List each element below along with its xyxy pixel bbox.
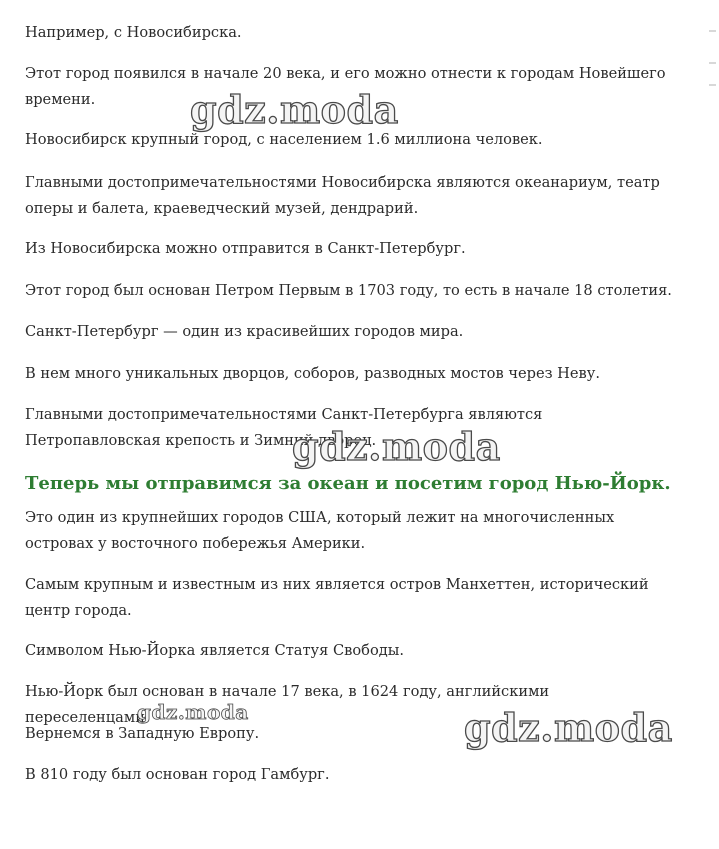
paragraph: Этот город появился в начале 20 века, и его можно отнести к городам Новейшего времени. xyxy=(25,65,666,108)
scroll-edge xyxy=(705,0,719,110)
paragraph: Новосибирск крупный город, с населением 1.6 миллиона человек. xyxy=(25,131,543,148)
watermark: gdz.moda xyxy=(137,700,249,724)
paragraph: Главными достопримечательностями Новосибирска являются океанариум, театр оперы и балета, краеведческий музей, дендрарий. xyxy=(25,174,660,217)
paragraph: Этот город был основан Петром Первым в 1703 году, то есть в начале 18 столетия. xyxy=(25,282,672,299)
watermark: gdz.moda xyxy=(292,424,501,469)
paragraph: Из Новосибирска можно отправится в Санкт-Петербург. xyxy=(25,240,466,257)
paragraph: В нем много уникальных дворцов, соборов, разводных мостов через Неву. xyxy=(25,365,600,382)
paragraph: Санкт-Петербург — один из красивейших городов мира. xyxy=(25,323,464,340)
paragraph: Самым крупным и известным из них является остров Манхеттен, исторический центр города. xyxy=(25,576,649,619)
paragraph: Главными достопримечательностями Санкт-Петербурга являются Петропавловская крепость и Зимний дворец. xyxy=(25,406,543,449)
paragraph: Вернемся в Западную Европу. xyxy=(25,725,260,742)
paragraph: Символом Нью-Йорка является Статуя Свободы. xyxy=(25,642,404,659)
cut-off-paragraph xyxy=(25,806,665,814)
paragraph: Это один из крупнейших городов США, который лежит на многочисленных островах у восточного побережья Америки. xyxy=(25,509,615,552)
paragraph: Например, с Новосибирска. xyxy=(25,24,242,41)
watermark: gdz.moda xyxy=(190,87,399,132)
paragraph: Нью-Йорк был основан в начале 17 века, в 1624 году, английскими переселенцами. xyxy=(25,683,550,726)
section-heading: Теперь мы отправимся за океан и посетим город Нью-Йорк. xyxy=(25,473,671,494)
paragraph: В 810 году был основан город Гамбург. xyxy=(25,766,330,783)
watermark: gdz.moda xyxy=(464,705,673,750)
